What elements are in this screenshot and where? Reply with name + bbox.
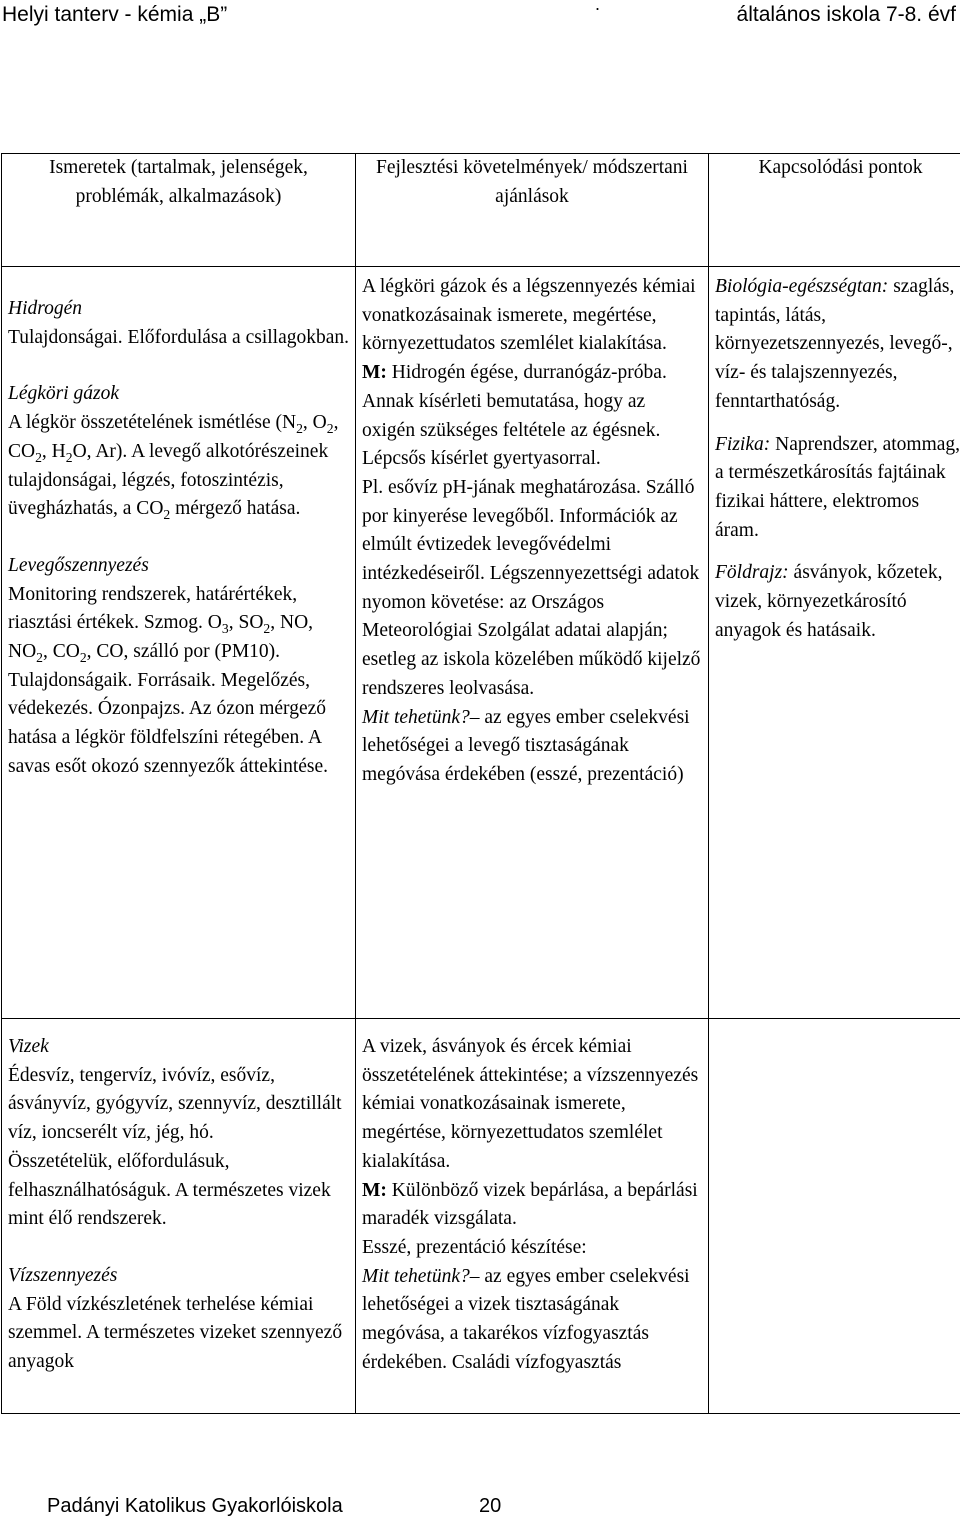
page-footer [47, 1495, 502, 1518]
topic-vizek-title: Vizek [8, 1036, 49, 1057]
table-row [2, 1019, 960, 1414]
page-header [0, 0, 960, 34]
header-grade: általános iskola 7-8. évf [736, 3, 956, 26]
experiment-line: M: Hidrogén égése, durranógáz-próba. [362, 362, 667, 384]
topic-legkori-title: Légköri gázok [8, 383, 120, 405]
topic-levego-text: Monitoring rendszerek, határértékek, riasztási értékek. Szmog. $O_3$, $SO_2$, NO, $NO_2$, $CO_2$, CO, szálló por (PM10). Tulajdonságaik. Forrásaik. Megelőzés, védekezés. Ózonpajzs. Az ózon mérgező hatása a légkör földfelszíni rétegében. A savas esőt okozó szennyezők áttekintése. [8, 583, 329, 777]
footer-school: Padányi Katolikus Gyakorlóiskola [47, 1495, 343, 1517]
connection-geography: Földrajz: ásványok, kőzetek, vizek, környezetkárosító anyagok és hatásaik. [715, 562, 943, 641]
page-number: 20 [479, 1495, 502, 1517]
topic-hidrogen-text: Tulajdonságai. Előfordulása a csillagokban. [8, 326, 350, 348]
table-header-row [2, 154, 960, 267]
topic-vizszennyezes-text: A Föld vízkészletének terhelése kémiai szemmel. A természetes vizeket szennyező anyagok [8, 1293, 343, 1373]
requirement-paragraph: Annak kísérleti bemutatása, hogy az oxigén szükséges feltétele az égésnek. Lépcsős kísérlet gyertyasorral. [362, 390, 661, 470]
header-knowledge: Ismeretek (tartalmak, jelenségek, problémák, alkalmazások) [2, 154, 356, 267]
header-connections: Kapcsolódási pontok [709, 154, 960, 267]
header-requirements: Fejlesztési követelmények/ módszertani ajánlások [356, 154, 709, 267]
topic-vizek-text-2: Összetételük, előfordulásuk, felhasználhatóságuk. A természetes vizek mint élő rendszerek. [8, 1150, 331, 1230]
connection-physics: Fizika: Naprendszer, atommag, a természetkárosítás fajtáinak fizikai háttere, elektromos áram. [715, 433, 960, 541]
what-can-we-do: Mit tehetünk?– az egyes ember cselekvési lehetőségei a vizek tisztaságának megóvása, a takarékos vízfogyasztás érdekében. Családi vízfogyasztás [362, 1265, 690, 1373]
curriculum-table [1, 153, 960, 1414]
topic-hidrogen-title: Hidrogén [8, 298, 83, 319]
header-title: Helyi tanterv - kémia „B” [2, 3, 228, 26]
table-row [2, 267, 960, 1019]
topic-vizek-text: Édesvíz, tengervíz, ivóvíz, esővíz, ásványvíz, gyógyvíz, szennyvíz, desztillált víz, ioncserélt víz, jég, hó. [8, 1064, 342, 1144]
knowledge-cell [2, 267, 356, 1019]
topic-vizszennyezes-title: Vízszennyezés [8, 1264, 118, 1286]
what-can-we-do: Mit tehetünk?– az egyes ember cselekvési lehetőségei a levegő tisztaságának megóvása érdekében (esszé, prezentáció) [362, 706, 690, 785]
requirements-cell [356, 267, 709, 1019]
requirements-cell [356, 1019, 709, 1414]
experiment-line: M: Különböző vizek bepárlása, a bepárlási maradék vizsgálata. [362, 1179, 698, 1230]
topic-legkori-text: A légkör összetételének ismétlése ($N_2$, $O_2$, $CO_2$, $H_2O$, Ar). A levegő alkotórészeinek tulajdonságai, légzés, fotoszintézis, üvegházhatás, a $CO_2$ mérgező hatása. [8, 412, 339, 523]
requirement-paragraph: A vizek, ásványok és ércek kémiai összetételének áttekintése; a vízszennyezés kémiai vonatkozásainak ismerete, megértése, környezettudatos szemlélet kialakítása. [362, 1036, 699, 1172]
knowledge-cell [2, 1019, 356, 1414]
topic-levego-title: Levegőszennyezés [8, 554, 149, 576]
connection-biology: Biológia-egészségtan: szaglás, tapintás, látás, környezetszennyezés, levegő-, víz- és talajszennyezés, fenntarthatóság. [715, 276, 955, 412]
requirement-paragraph: Esszé, prezentáció készítése: [362, 1236, 587, 1258]
header-dot: . [595, 0, 601, 14]
requirement-paragraph: Pl. esővíz pH-jának meghatározása. Szálló por kinyerése levegőből. Információk az elmúlt évtizedek levegővédelmi intézkedéseiről. Légszennyezettségi adatok nyomon követése: az Országos Meteorológiai Szolgálat adatai alapján; esetleg az iskola közelében működő kijelző rendszeres leolvasása. [362, 476, 701, 699]
connections-cell [709, 1019, 960, 1414]
requirement-paragraph: A légköri gázok és a légszennyezés kémiai vonatkozásainak ismerete, megértése, környezettudatos szemlélet kialakítása. [362, 276, 696, 355]
connections-cell [709, 267, 960, 1019]
